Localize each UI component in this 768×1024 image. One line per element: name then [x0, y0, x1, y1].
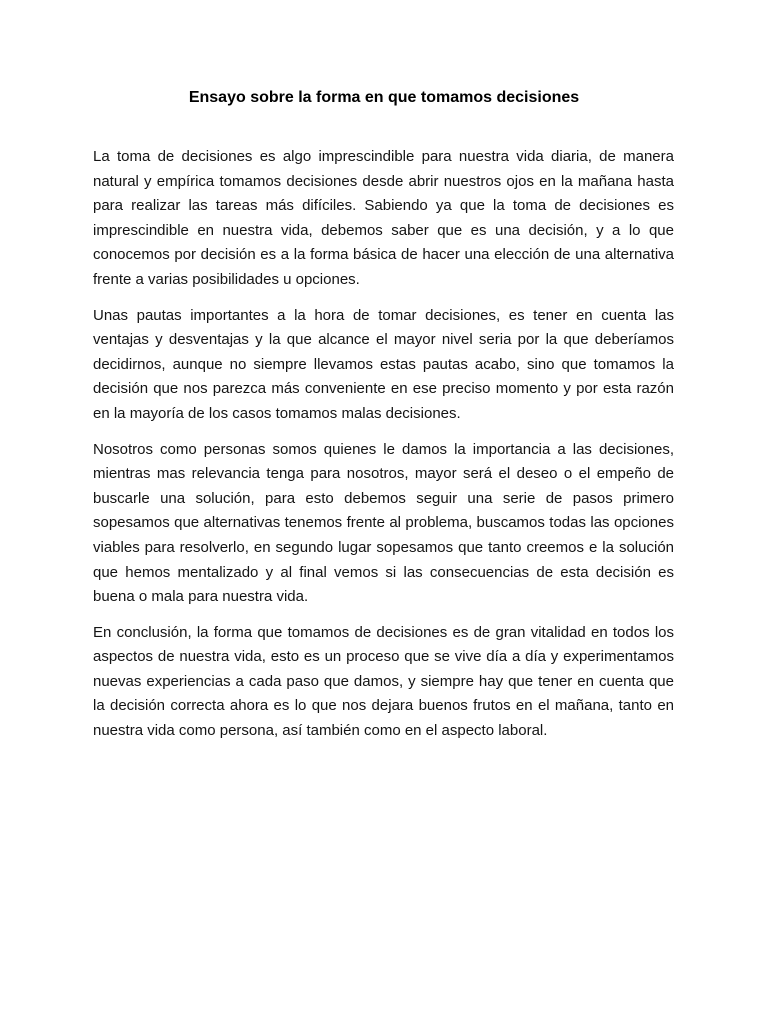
- paragraph-2: Unas pautas importantes a la hora de tomar decisiones, es tener en cuenta las ventajas y desventajas y la que alcance el mayor nivel seria por la que deberíamos decidirnos, aunque no siempre llevamos estas pautas acabo, sino que tomamos la decisión que nos parezca más conveniente en ese preciso momento y por esta razón en la mayoría de los casos tomamos malas decisiones.: [93, 306, 674, 422]
- document-title: Ensayo sobre la forma en que tomamos decisiones: [188, 89, 580, 106]
- paragraph-3: Nosotros como personas somos quienes le damos la importancia a las decisiones, mientras mas relevancia tenga para nosotros, mayor será el deseo o el empeño de buscarle una solución, para esto debemos seguir una serie de pasos primero sopesamos que alternativas tenemos frente al problema, buscamos todas las opciones viables para resolverlo, en segundo lugar sopesamos que tanto creemos e la solución que hemos mentalizado y al final vemos si las consecuencias de esta decisión es buena o mala para nuestra vida.: [93, 440, 674, 606]
- document-body: [93, 145, 674, 755]
- paragraph-1: La toma de decisiones es algo imprescindible para nuestra vida diaria, de manera natural y empírica tomamos decisiones desde abrir nuestros ojos en la mañana hasta para realizar las tareas más difíciles. Sabiendo ya que la toma de decisiones es imprescindible en nuestra vida, debemos saber que es una decisión, y a lo que conocemos por decisión es a la forma básica de hacer una elección de una alternativa frente a varias posibilidades u opciones.: [93, 148, 674, 288]
- paragraph-4: En conclusión, la forma que tomamos de decisiones es de gran vitalidad en todos los aspectos de nuestra vida, esto es un proceso que se vive día a día y experimentamos nuevas experiencias a cada paso que damos, y siempre hay que tener en cuenta que la decisión correcta ahora es lo que nos dejara buenos frutos en el mañana, tanto en nuestra vida como persona, así también como en el aspecto laboral.: [93, 623, 674, 740]
